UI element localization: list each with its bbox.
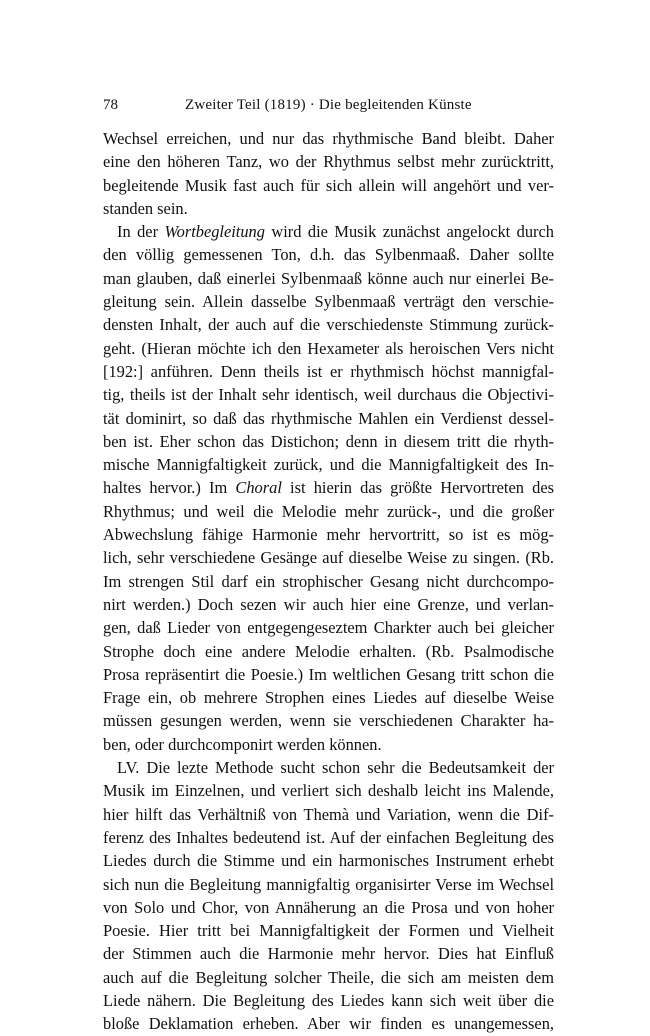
- text-line: Wechsel erreichen, und nur das rhythmische Band bleibt. Daher: [103, 129, 554, 148]
- body-text: [103, 127, 554, 1036]
- text-line: standen sein.: [103, 198, 188, 218]
- italic-term: Wortbegleitung: [164, 222, 265, 242]
- text-line: müssen gesungen werden, wenn sie verschiedenen Charakter ha-: [103, 711, 554, 731]
- text-line: In der Wortbegleitung wird die Musik zunächst angelockt durch: [117, 222, 554, 242]
- text-line: der Stimmen auch die Harmonie mehr hervor. Dies hat Einfluß: [103, 944, 554, 964]
- text-line: densten Inhalt, der auch auf die verschiedenste Stimmung zurück-: [103, 315, 554, 335]
- text-line: gen, daß Lieder von entgegengeseztem Charkter auch bei gleicher: [103, 618, 554, 638]
- italic-term: Choral: [235, 478, 282, 498]
- text-line: eine den höheren Tanz, wo der Rhythmus selbst mehr zurücktritt,: [103, 152, 554, 172]
- text-line: tig, theils ist der Inhalt sehr identisch, weil durchaus die Objectivi-: [103, 385, 554, 405]
- text-line: nirt werden.) Doch sezen wir auch hier eine Grenze, und verlan-: [103, 594, 554, 614]
- text-line: lich, sehr verschiedene Gesänge auf dieselbe Weise zu singen. (Rb.: [103, 548, 554, 568]
- text-line: Musik im Einzelnen, und verliert sich deshalb leicht ins Malende,: [103, 781, 554, 801]
- text-line: ben, oder durchcomponirt werden können.: [103, 734, 382, 754]
- text-line: tät dominirt, so daß das rhythmische Mahlen ein Verdienst dessel-: [103, 408, 554, 428]
- text-line: man glauben, daß einerlei Sylbenmaaß könne auch nur einerlei Be-: [103, 268, 554, 288]
- text-line: Rhythmus; und weil die Melodie mehr zurück-, und die großer: [103, 501, 554, 521]
- text-line: hier hilft das Verhältniß von Themà und Variation, wenn die Dif-: [103, 804, 554, 824]
- running-header: [103, 93, 551, 117]
- text-line: mische Mannigfaltigkeit zurück, und die Mannigfaltigkeit des In-: [103, 455, 554, 475]
- text-line: geht. (Hieran möchte ich den Hexameter als heroischen Vers nicht: [103, 338, 554, 358]
- text-line: begleitende Musik fast auch für sich allein will angehört und ver-: [103, 175, 554, 195]
- text-line: Liede nähern. Die Begleitung des Liedes kann sich weit über die: [103, 990, 554, 1010]
- text-line: ben ist. Eher schon das Distichon; denn in diesem tritt die rhyth-: [103, 431, 554, 451]
- text-line: Prosa repräsentirt die Poesie.) Im weltlichen Gesang tritt schon die: [103, 664, 554, 684]
- text-line: Strophe doch eine andere Melodie erhalten. (Rb. Psalmodische: [103, 641, 554, 661]
- text-line: gleitung sein. Allein dasselbe Sylbenmaaß verträgt den verschie-: [103, 292, 554, 312]
- text-line: [192:] anführen. Denn theils ist er rhythmisch höchst mannigfal-: [103, 361, 554, 381]
- text-line: Im strengen Stil darf ein strophischer Gesang nicht durchcompo-: [103, 571, 554, 591]
- text-line: Poesie. Hier tritt bei Mannigfaltigkeit der Formen und Vielheit: [103, 921, 554, 941]
- text-line: Abwechslung fähige Harmonie mehr hervortritt, so ist es mög-: [103, 525, 554, 545]
- text-line: Liedes durch die Stimme und ein harmonisches Instrument erhebt: [103, 851, 554, 871]
- text-line: bloße Deklamation erheben. Aber wir finden es unangemessen,: [103, 1014, 554, 1034]
- text-line: von Solo und Chor, von Annäherung an die Prosa und von hoher: [103, 897, 554, 917]
- running-head-title: Zweiter Teil (1819) · Die begleitenden Künste: [185, 97, 472, 113]
- text-line: ferenz des Inhaltes bedeutend ist. Auf der einfachen Begleitung des: [103, 827, 554, 847]
- text-line: LV. Die lezte Methode sucht schon sehr die Bedeutsamkeit der: [117, 758, 554, 778]
- text-line: Frage ein, ob mehrere Strophen eines Liedes auf dieselbe Weise: [103, 688, 554, 708]
- text-line: auch auf die Begleitung solcher Theile, die sich am meisten dem: [103, 967, 554, 987]
- text-line: haltes hervor.) Im Choral ist hierin das größte Hervortreten des: [103, 478, 554, 498]
- text-line: den völlig gemessenen Ton, d.h. das Sylbenmaaß. Daher sollte: [103, 245, 554, 265]
- page-number: 78: [103, 97, 118, 113]
- text-line: sich nun die Begleitung mannigfaltig organisirter Verse im Wechsel: [103, 874, 554, 894]
